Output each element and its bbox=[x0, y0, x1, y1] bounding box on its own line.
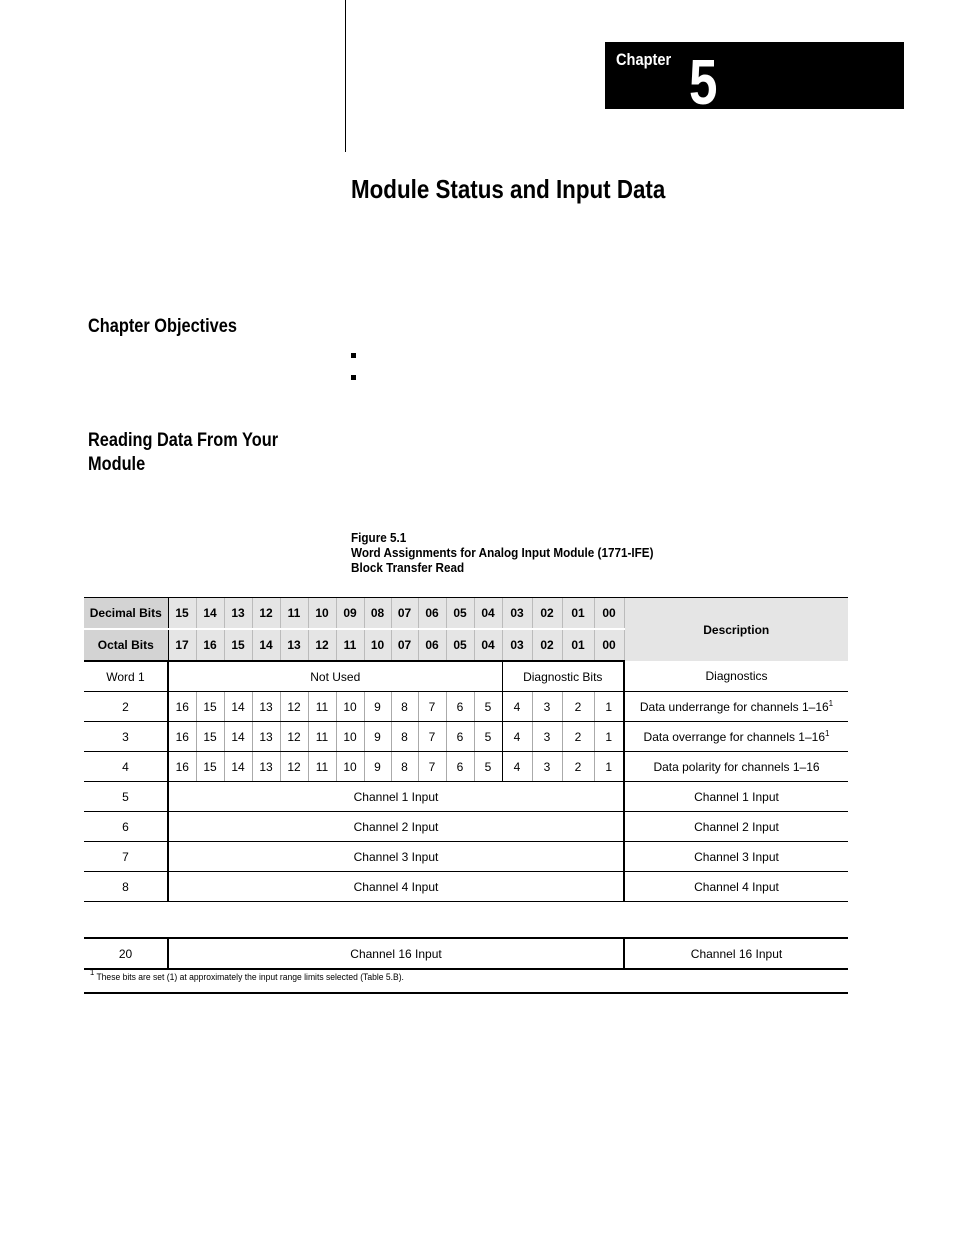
decimal-bit-cell: 02 bbox=[532, 598, 562, 630]
channel-bit-cell: 11 bbox=[308, 722, 336, 752]
channel-bit-cell: 15 bbox=[196, 692, 224, 722]
channel-bit-cell: 16 bbox=[168, 722, 196, 752]
page-title: Module Status and Input Data bbox=[351, 174, 666, 204]
chapter-label: Chapter bbox=[616, 50, 672, 69]
word-5-row bbox=[84, 782, 848, 812]
octal-bit-cell: 06 bbox=[418, 629, 446, 661]
octal-bit-cell: 12 bbox=[308, 629, 336, 661]
decimal-bit-cell: 10 bbox=[308, 598, 336, 630]
diagnostic-bits-cell: Diagnostic Bits bbox=[502, 661, 624, 692]
word-20-row bbox=[84, 938, 848, 969]
word-number: 7 bbox=[84, 842, 168, 872]
decimal-bit-cell: 01 bbox=[562, 598, 594, 630]
octal-bit-cell: 03 bbox=[502, 629, 532, 661]
decimal-bit-cell: 06 bbox=[418, 598, 446, 630]
channel-bit-cell: 14 bbox=[224, 722, 252, 752]
decimal-bit-cell: 05 bbox=[446, 598, 474, 630]
word-description bbox=[624, 692, 848, 722]
channel-input-cell: Channel 2 Input bbox=[168, 812, 624, 842]
octal-bit-cell: 14 bbox=[252, 629, 280, 661]
channel-bit-cell: 2 bbox=[562, 752, 594, 782]
decimal-bit-cell: 00 bbox=[594, 598, 624, 630]
octal-bit-cell: 11 bbox=[336, 629, 364, 661]
decimal-bit-cell: 08 bbox=[364, 598, 391, 630]
decimal-bits-label: Decimal Bits bbox=[84, 598, 168, 630]
word-3-row bbox=[84, 722, 848, 752]
channel-bit-cell: 5 bbox=[474, 752, 502, 782]
word-description: Channel 3 Input bbox=[624, 842, 848, 872]
octal-bit-cell: 04 bbox=[474, 629, 502, 661]
word-number: 3 bbox=[84, 722, 168, 752]
channel-bit-cell: 4 bbox=[502, 692, 532, 722]
channel-bit-cell: 8 bbox=[391, 692, 418, 722]
channel-bit-cell: 10 bbox=[336, 722, 364, 752]
figure-number: Figure 5.1 bbox=[351, 530, 407, 545]
channel-bit-cell: 13 bbox=[252, 692, 280, 722]
channel-bit-cell: 3 bbox=[532, 692, 562, 722]
chapter-number: 5 bbox=[689, 46, 718, 118]
decimal-bit-cell: 04 bbox=[474, 598, 502, 630]
channel-bit-cell: 9 bbox=[364, 752, 391, 782]
not-used-cell: Not Used bbox=[168, 661, 502, 692]
octal-bit-cell: 07 bbox=[391, 629, 418, 661]
channel-bit-cell: 5 bbox=[474, 692, 502, 722]
channel-bit-cell: 12 bbox=[280, 722, 308, 752]
section-heading-reading-line2: Module bbox=[88, 454, 146, 475]
decimal-bit-cell: 13 bbox=[224, 598, 252, 630]
word-description: Channel 4 Input bbox=[624, 872, 848, 902]
channel-input-cell: Channel 16 Input bbox=[168, 938, 624, 969]
channel-bit-cell: 1 bbox=[594, 692, 624, 722]
octal-bit-cell: 15 bbox=[224, 629, 252, 661]
table-footnote bbox=[90, 968, 404, 982]
octal-bit-cell: 01 bbox=[562, 629, 594, 661]
description-text: Data underrange for channels 1–16 bbox=[639, 699, 829, 714]
channel-bit-cell: 14 bbox=[224, 692, 252, 722]
channel-bit-cell: 8 bbox=[391, 722, 418, 752]
channel-bit-cell: 8 bbox=[391, 752, 418, 782]
octal-bits-label: Octal Bits bbox=[84, 629, 168, 661]
chapter-tab bbox=[605, 42, 904, 118]
decimal-bit-cell: 12 bbox=[252, 598, 280, 630]
description-header: Description bbox=[624, 598, 848, 662]
octal-bit-cell: 17 bbox=[168, 629, 196, 661]
footnote-text: These bits are set (1) at approximately the input range limits selected (Table 5.B). bbox=[96, 972, 404, 982]
decimal-bit-cell: 03 bbox=[502, 598, 532, 630]
channel-bit-cell: 10 bbox=[336, 752, 364, 782]
channel-bit-cell: 4 bbox=[502, 752, 532, 782]
word-1-row bbox=[84, 661, 848, 692]
octal-bit-cell: 02 bbox=[532, 629, 562, 661]
section-heading-objectives: Chapter Objectives bbox=[88, 316, 237, 337]
table-bottom-rule bbox=[84, 992, 848, 994]
description-text: Data polarity for channels 1–16 bbox=[653, 759, 820, 774]
word-description: Channel 16 Input bbox=[624, 938, 848, 969]
channel-bit-cell: 3 bbox=[532, 752, 562, 782]
word-description: Channel 1 Input bbox=[624, 782, 848, 812]
octal-bit-cell: 05 bbox=[446, 629, 474, 661]
decimal-bit-cell: 09 bbox=[336, 598, 364, 630]
channel-bit-cell: 14 bbox=[224, 752, 252, 782]
channel-bit-cell: 9 bbox=[364, 692, 391, 722]
channel-bit-cell: 7 bbox=[418, 722, 446, 752]
channel-bit-cell: 6 bbox=[446, 692, 474, 722]
channel-bit-cell: 2 bbox=[562, 692, 594, 722]
last-word-table bbox=[84, 937, 848, 970]
decimal-bit-cell: 14 bbox=[196, 598, 224, 630]
decimal-bit-cell: 11 bbox=[280, 598, 308, 630]
section-heading-reading-line1: Reading Data From Your bbox=[88, 430, 279, 451]
channel-input-cell: Channel 3 Input bbox=[168, 842, 624, 872]
channel-bit-cell: 1 bbox=[594, 722, 624, 752]
word-4-row bbox=[84, 752, 848, 782]
word-6-row bbox=[84, 812, 848, 842]
channel-bit-cell: 15 bbox=[196, 722, 224, 752]
section-heading-reading bbox=[88, 429, 278, 477]
channel-bit-cell: 6 bbox=[446, 752, 474, 782]
channel-bit-cell: 1 bbox=[594, 752, 624, 782]
word-7-row bbox=[84, 842, 848, 872]
octal-bit-cell: 00 bbox=[594, 629, 624, 661]
word-number: 5 bbox=[84, 782, 168, 812]
figure-title: Word Assignments for Analog Input Module (1771-IFE) bbox=[351, 545, 654, 560]
channel-bit-cell: 2 bbox=[562, 722, 594, 752]
octal-bit-cell: 13 bbox=[280, 629, 308, 661]
channel-bit-cell: 11 bbox=[308, 692, 336, 722]
channel-bit-cell: 6 bbox=[446, 722, 474, 752]
footnote-ref: 1 bbox=[828, 698, 834, 708]
word-8-row bbox=[84, 872, 848, 902]
bullet-1 bbox=[351, 353, 356, 358]
channel-bit-cell: 4 bbox=[502, 722, 532, 752]
channel-bit-cell: 7 bbox=[418, 752, 446, 782]
decimal-bit-cell: 15 bbox=[168, 598, 196, 630]
word-description: Channel 2 Input bbox=[624, 812, 848, 842]
channel-bit-cell: 12 bbox=[280, 692, 308, 722]
word-assignment-table bbox=[84, 597, 848, 902]
channel-input-cell: Channel 1 Input bbox=[168, 782, 624, 812]
channel-input-cell: Channel 4 Input bbox=[168, 872, 624, 902]
word-2-row bbox=[84, 692, 848, 722]
word-description: Diagnostics bbox=[624, 661, 848, 692]
channel-bit-cell: 11 bbox=[308, 752, 336, 782]
channel-bit-cell: 7 bbox=[418, 692, 446, 722]
word-number: 8 bbox=[84, 872, 168, 902]
channel-bit-cell: 9 bbox=[364, 722, 391, 752]
figure-subtitle: Block Transfer Read bbox=[351, 560, 465, 575]
word-number: 6 bbox=[84, 812, 168, 842]
decimal-bit-cell: 07 bbox=[391, 598, 418, 630]
figure-caption bbox=[351, 530, 653, 575]
channel-bit-cell: 16 bbox=[168, 752, 196, 782]
channel-bit-cell: 3 bbox=[532, 722, 562, 752]
octal-bit-cell: 16 bbox=[196, 629, 224, 661]
channel-bit-cell: 5 bbox=[474, 722, 502, 752]
word-number: 4 bbox=[84, 752, 168, 782]
bullet-2 bbox=[351, 375, 356, 380]
channel-bit-cell: 16 bbox=[168, 692, 196, 722]
decimal-bits-row bbox=[84, 598, 848, 630]
word-number: 2 bbox=[84, 692, 168, 722]
word-description bbox=[624, 752, 848, 782]
footnote-ref: 1 bbox=[825, 728, 830, 738]
channel-bit-cell: 13 bbox=[252, 752, 280, 782]
margin-rule bbox=[345, 0, 346, 152]
word-number: 20 bbox=[84, 938, 168, 969]
description-text: Data overrange for channels 1–16 bbox=[643, 729, 825, 744]
octal-bit-cell: 10 bbox=[364, 629, 391, 661]
footnote-mark: 1 bbox=[90, 968, 95, 977]
channel-bit-cell: 12 bbox=[280, 752, 308, 782]
word-number: Word 1 bbox=[84, 661, 168, 692]
channel-bit-cell: 15 bbox=[196, 752, 224, 782]
word-description bbox=[624, 722, 848, 752]
channel-bit-cell: 13 bbox=[252, 722, 280, 752]
channel-bit-cell: 10 bbox=[336, 692, 364, 722]
